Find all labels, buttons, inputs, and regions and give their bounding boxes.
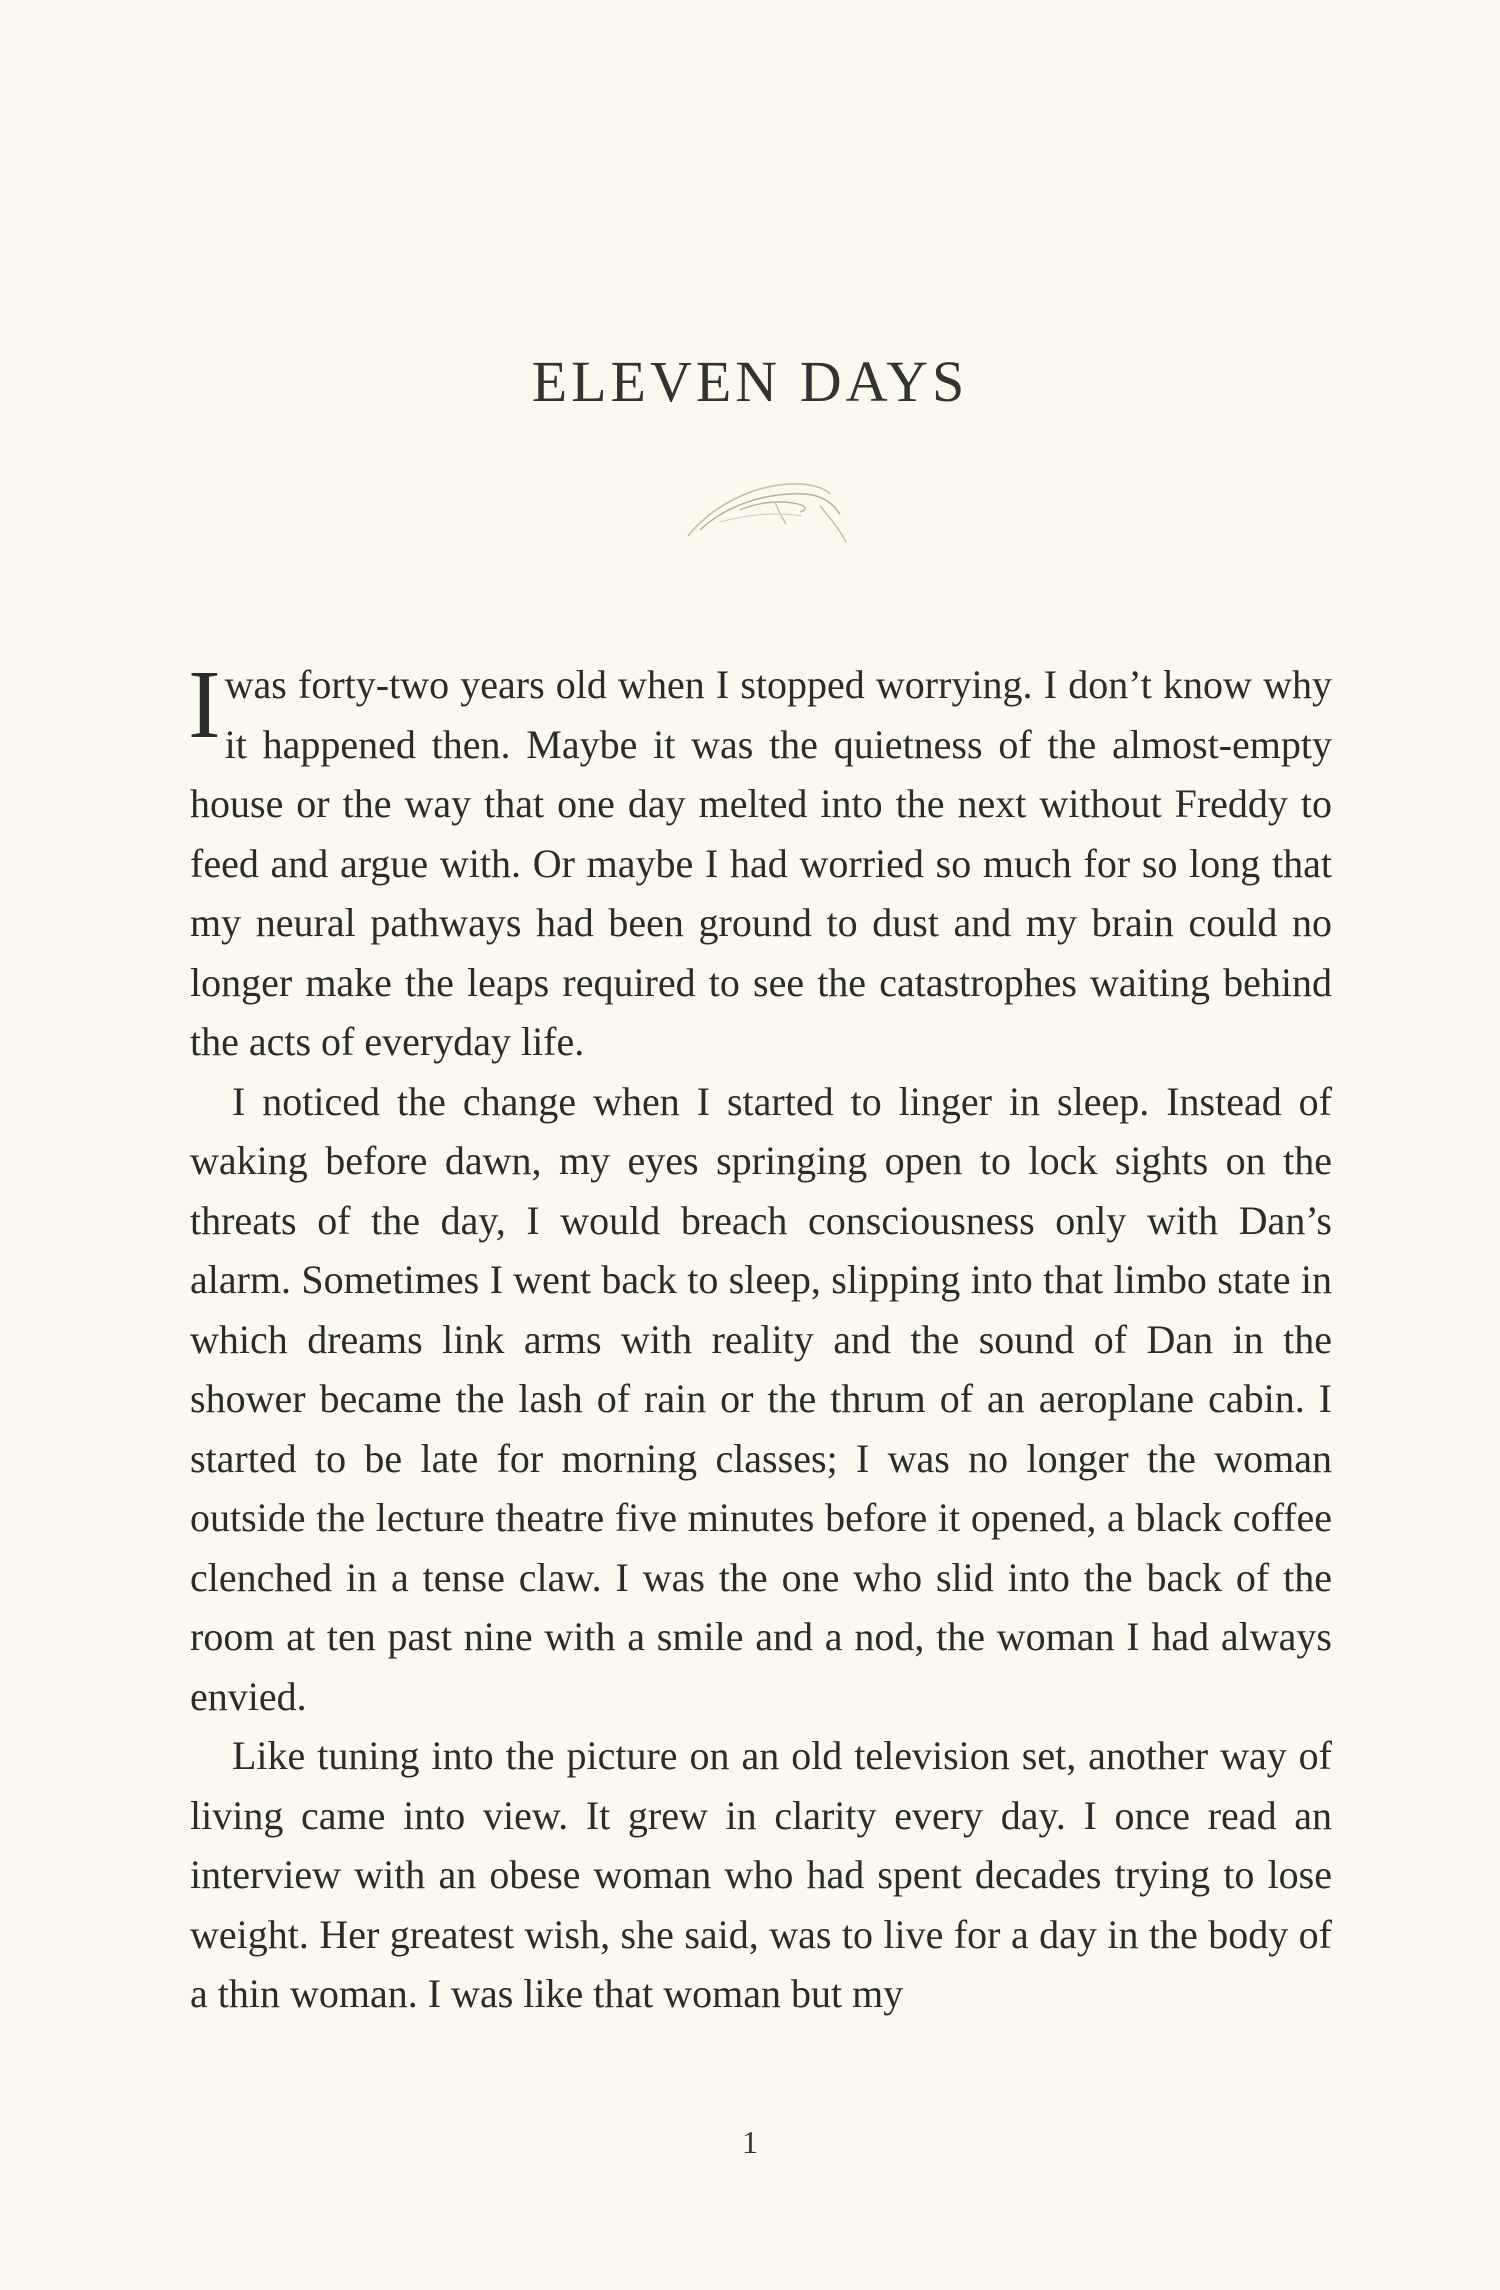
drop-cap: I [188, 651, 221, 759]
paragraph-3: Like tuning into the picture on an old television set, another way of living came into view. It grew in clarity every day. I once read an interview with an obese woman who had spent decades trying to lose weight. Her greatest wish, she said, was to live for a day in the body of a thin woman. I was like that woman but my [190, 1733, 1332, 2016]
flourish-ornament-icon [680, 458, 850, 548]
body-text [188, 651, 1332, 2024]
paragraph-2: I noticed the change when I started to linger in sleep. Instead of waking before dawn, my eyes springing open to lock sights on the threats of the day, I would breach consciousness only with Dan’s alarm. Sometimes I went back to sleep, slipping into that limbo state in which dreams link arms with reality and the sound of Dan in the shower became the lash of rain or the thrum of an aeroplane cabin. I started to be late for morning classes; I was no longer the woman outside the lecture theatre five minutes before it opened, a black coffee clenched in a tense claw. I was the one who slid into the back of the room at ten past nine with a smile and a nod, the woman I had always envied. [190, 1078, 1332, 1719]
paragraph-1 [188, 651, 1332, 1072]
paragraph-1-text: was forty-two years old when I stopped worrying. I don’t know why it happened then. Maybe it was the quietness of the almost-empty house or the way that one day melted into the next without Freddy to feed and argue with. Or maybe I had worried so much for so long that my neural pathways had been ground to dust and my brain could no longer make the leaps required to see the catastrophes waiting behind the acts of everyday life. [190, 662, 1332, 1064]
page-number: 1 [742, 2124, 758, 2160]
chapter-title: ELEVEN DAYS [531, 349, 969, 414]
